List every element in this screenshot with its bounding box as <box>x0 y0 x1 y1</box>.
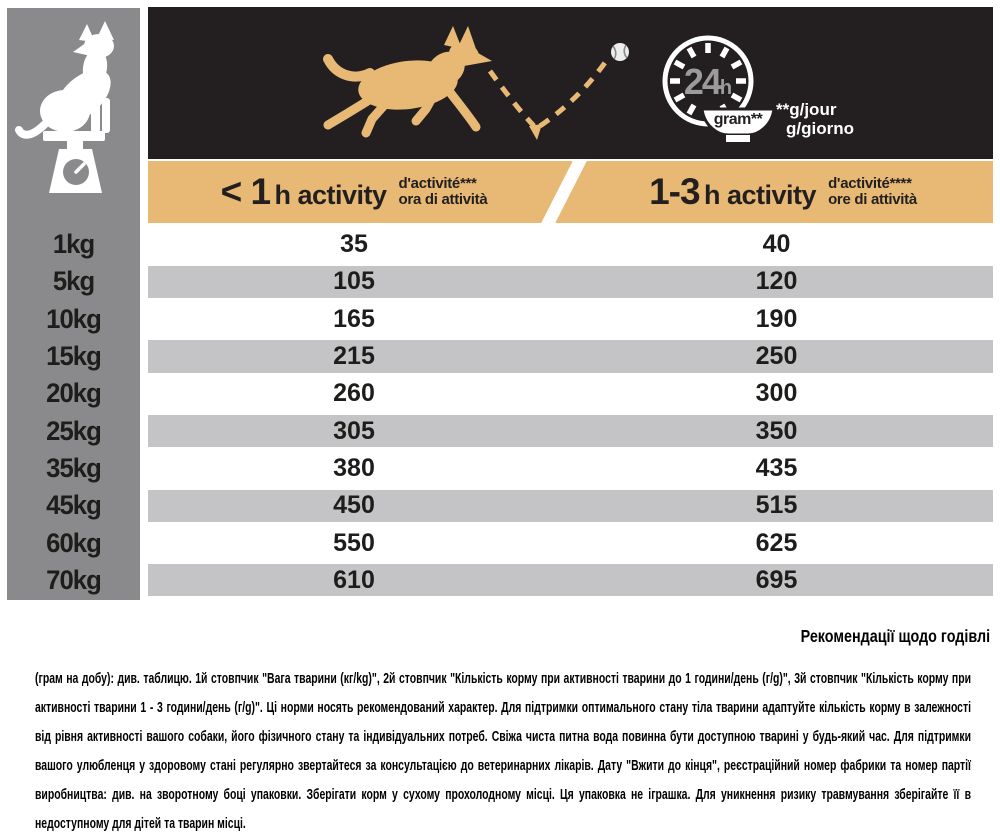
table-cell: 695 <box>755 565 798 594</box>
bouncing-ball-icon <box>611 43 629 61</box>
bowl-gram-label: gram** <box>713 111 763 128</box>
table-cell: 350 <box>755 416 798 445</box>
feeding-table <box>148 226 993 599</box>
weight-label: 45kg <box>46 490 101 521</box>
table-cell: 190 <box>755 304 798 333</box>
activity-header <box>148 161 993 223</box>
table-cell: 300 <box>755 379 798 408</box>
table-cell: 435 <box>755 453 798 482</box>
table-cell: 165 <box>333 304 375 333</box>
table-row <box>148 375 993 412</box>
table-row <box>148 226 993 263</box>
table-cell: 105 <box>333 267 375 296</box>
table-row <box>148 524 993 561</box>
table-row <box>148 338 993 375</box>
table-cell: 40 <box>762 230 791 259</box>
table-cell: 380 <box>333 453 375 482</box>
weight-label: 60kg <box>46 527 101 558</box>
unit-note-line1: **g/jour <box>776 100 837 119</box>
table-cell: 250 <box>755 342 798 371</box>
weight-labels <box>7 226 140 599</box>
table-row <box>148 301 993 338</box>
weight-label: 70kg <box>46 564 101 595</box>
weight-label: 25kg <box>46 415 101 446</box>
footer-intro-bold: (грам на добу): <box>35 670 114 687</box>
weight-sidebar <box>7 8 140 600</box>
table-cell: 550 <box>333 528 375 557</box>
table-cell: 515 <box>755 491 798 520</box>
table-cell: 35 <box>340 230 368 259</box>
footer-body-text: див. таблицю. 1й стовпчик "Вага тварини (кг/kg)", 2й стовпчик "Кількість корму при активності тварини до 1 години/день (г/g)", 3й стовпчик "Кількість корму при активності тварини 1 - 3 години/день (г/g)". Ці норми носять рекомендований характер. Для підтримки оптимального стану тіла тварини адаптуйте кількість корму в залежності від рівня активності вашого собаки, його фізичного стану та індивідуальних потреб. Свіжа чиста питна вода повинна бути доступною тварині у будь-який час. Для підтримки вашого улюбленця у здоровому стані регулярно звертайтеся за консультацією до ветеринарних лікарів. Дату "Вжити до кінця", реєстраційний номер фабрики та номер партії виробництва: див. на зворотному боці упаковки. Зберігати корм у сухому прохолодному місці. Ця упаковка не іграшка. Для уникнення ризику травмування зберігайте її в недоступному для дітей та тварин місці. <box>35 670 972 832</box>
table-row <box>148 263 993 300</box>
column-header-main: < 1 h activity <box>220 171 387 212</box>
footer-heading: Рекомендації щодо годівлі <box>800 626 990 646</box>
column-header-sub: d'activité*** ora di attività <box>398 175 488 208</box>
table-row <box>148 412 993 449</box>
table-cell: 450 <box>333 491 375 520</box>
column-header-lt1h <box>148 161 560 223</box>
weight-label: 35kg <box>46 452 101 483</box>
banner-graphics <box>148 7 993 159</box>
table-cell: 625 <box>755 528 798 557</box>
unit-note <box>776 100 854 138</box>
table-cell: 305 <box>333 416 375 445</box>
table-cell: 120 <box>755 267 798 296</box>
weight-label: 15kg <box>46 341 101 372</box>
table-row <box>148 487 993 524</box>
table-cell: 215 <box>333 342 375 371</box>
weight-label: 5kg <box>52 266 95 297</box>
table-row <box>148 450 993 487</box>
table-cell: 610 <box>333 565 375 594</box>
table-cell: 260 <box>333 379 375 408</box>
banner <box>148 7 993 159</box>
running-dog-icon <box>328 26 492 133</box>
unit-note-line2: g/giorno <box>786 119 854 138</box>
column-header-sub: d'activité**** ore di attività <box>828 175 917 208</box>
weight-label: 20kg <box>46 378 101 409</box>
weight-label: 10kg <box>46 303 101 334</box>
column-header-1-3h <box>573 161 993 223</box>
footer-paragraph <box>35 665 971 836</box>
weight-label: 1kg <box>52 229 95 260</box>
ball-trajectory-icon <box>490 57 609 140</box>
dog-on-scale-icon <box>7 8 140 226</box>
clock-24h-label: 24h <box>683 61 733 102</box>
column-header-main: 1-3 h activity <box>649 171 817 212</box>
table-row <box>148 562 993 599</box>
